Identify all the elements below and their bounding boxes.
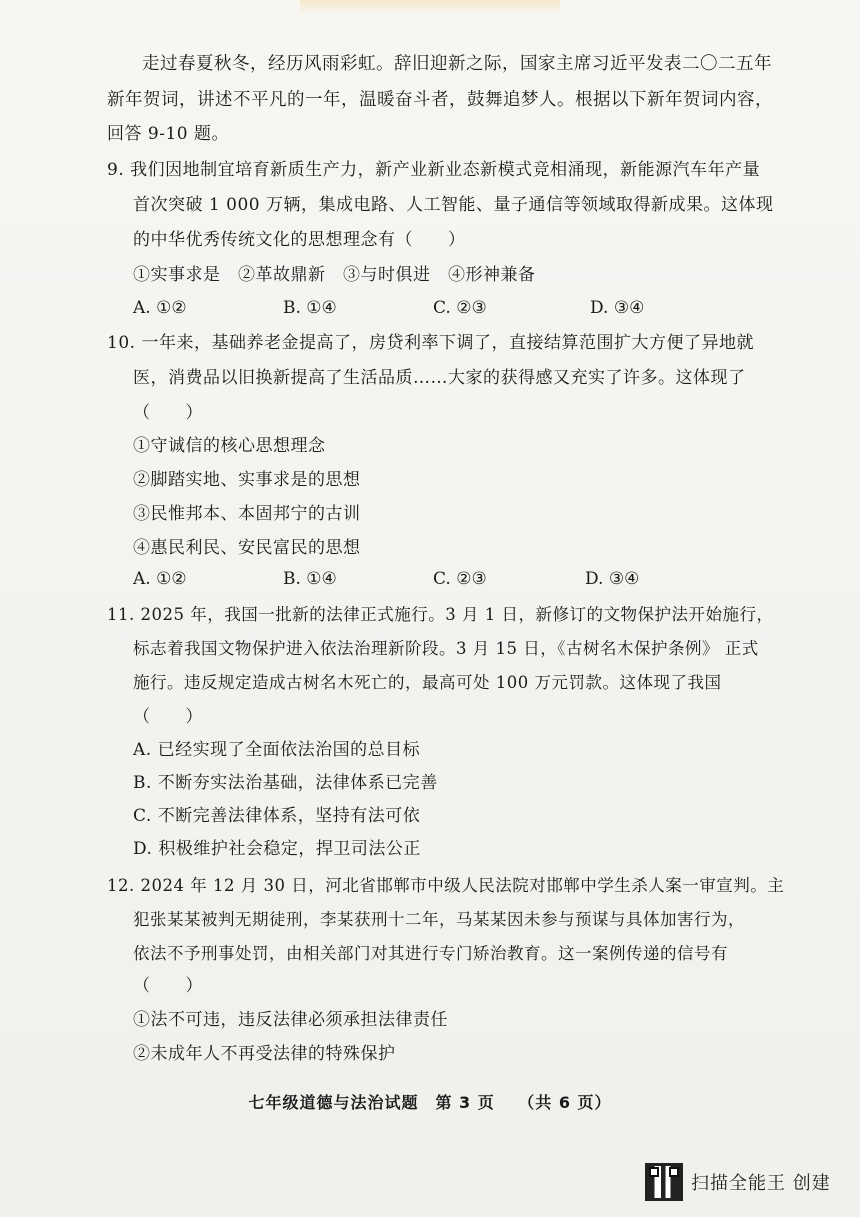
q9-option-d: D. ③④ (590, 298, 645, 318)
q10-option-a: A. ①② (133, 569, 187, 589)
q12-stem-line-2: 犯张某某被判无期徒刑，李某获刑十二年，马某某因未参与预谋与具体加害行为， (133, 910, 745, 929)
q9-items: ①实事求是 ②革故鼎新 ③与时俱进 ④形神兼备 (133, 265, 536, 285)
q10-item-2: ②脚踏实地、实事求是的思想 (133, 470, 361, 490)
q12-stem-line-3: 依法不予刑事处罚，由相关部门对其进行专门矫治教育。这一案例传递的信号有 (133, 944, 728, 963)
intro-line-2: 新年贺词，讲述不平凡的一年，温暖奋斗者，鼓舞追梦人。根据以下新年贺词内容， (107, 90, 773, 110)
q11-stem-line-3: 施行。违反规定造成古树名木死亡的，最高可处 100 万元罚款。这体现了我国 (133, 673, 722, 692)
q12-item-1: ①法不可违，违反法律必须承担法律责任 (133, 1010, 448, 1030)
q12-stem-line-4: （ ） (133, 976, 203, 996)
q9-option-b: B. ①④ (283, 298, 337, 318)
q10-item-3: ③民惟邦本、本固邦宁的古训 (133, 504, 361, 524)
page-footer: 七年级道德与法治试题 第 3 页 （共 6 页） (248, 1093, 612, 1112)
q11-option-c: C. 不断完善法律体系，坚持有法可依 (133, 806, 421, 826)
q10-option-b: B. ①④ (283, 569, 337, 589)
q9-option-a: A. ①② (133, 298, 187, 318)
intro-line-1: 走过春夏秋冬，经历风雨彩虹。辞旧迎新之际，国家主席习近平发表二〇二五年 (142, 54, 772, 74)
intro-line-3: 回答 9-10 题。 (107, 124, 229, 144)
q11-option-a: A. 已经实现了全面依法治国的总目标 (133, 740, 421, 760)
q9-stem-line-3: 的中华优秀传统文化的思想理念有（ ） (133, 230, 466, 250)
q11-option-d: D. 积极维护社会稳定，捍卫司法公正 (133, 839, 421, 859)
q9-stem-line-2: 首次突破 1 000 万辆，集成电路、人工智能、量子通信等领域取得新成果。这体现 (133, 195, 774, 215)
q10-option-c: C. ②③ (433, 569, 487, 589)
q11-option-b: B. 不断夯实法治基础，法律体系已完善 (133, 773, 438, 793)
scan-mark (300, 0, 560, 14)
q12-stem-line-1: 12. 2024 年 12 月 30 日，河北省邯郸市中级人民法院对邯郸中学生杀人案一审宣判。主 (107, 876, 785, 895)
q9-stem-line-1: 9. 我们因地制宜培育新质生产力，新产业新业态新模式竞相涌现，新能源汽车年产量 (107, 160, 761, 180)
q11-stem-line-1: 11. 2025 年，我国一批新的法律正式施行。3 月 1 日，新修订的文物保护法开始施行， (107, 605, 774, 624)
q10-item-1: ①守诚信的核心思想理念 (133, 436, 326, 456)
q10-item-4: ④惠民利民、安民富民的思想 (133, 538, 361, 558)
q10-stem-line-2: 医，消费品以旧换新提高了生活品质……大家的获得感又充实了许多。这体现了 (133, 368, 746, 388)
watermark-text: 扫描全能王 创建 (691, 1173, 831, 1194)
q9-option-c: C. ②③ (433, 298, 487, 318)
q10-stem-line-1: 10. 一年来，基础养老金提高了，房贷利率下调了，直接结算范围扩大方便了异地就 (107, 333, 754, 353)
qr-code-icon (645, 1163, 683, 1201)
q10-option-d: D. ③④ (585, 569, 640, 589)
scanner-watermark (645, 1160, 831, 1204)
q11-stem-line-4: （ ） (133, 707, 203, 727)
q12-item-2: ②未成年人不再受法律的特殊保护 (133, 1044, 396, 1064)
q11-stem-line-2: 标志着我国文物保护进入依法治理新阶段。3 月 15 日，《古树名木保护条例》 正式 (133, 639, 759, 658)
q10-stem-line-3: （ ） (133, 403, 203, 423)
